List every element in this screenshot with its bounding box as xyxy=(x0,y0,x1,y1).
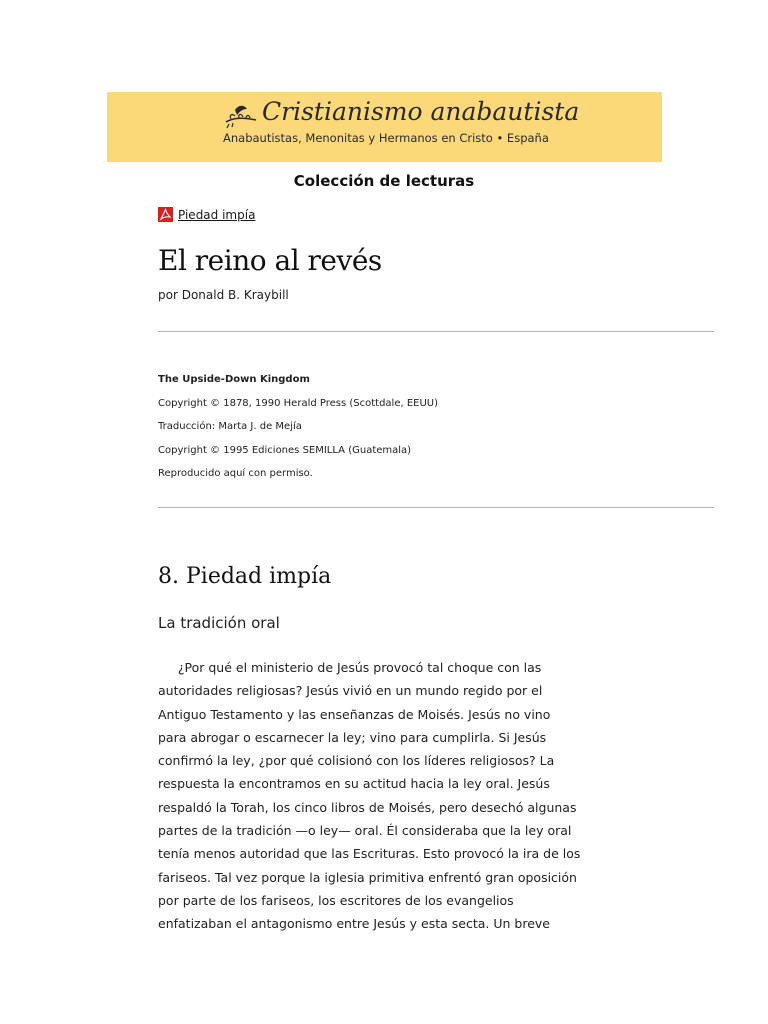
translation-credit: Traducción: Marta J. de Mejía xyxy=(158,421,302,432)
body-line: respaldó la Torah, los cinco libros de Moisés, pero desechó algunas xyxy=(158,799,577,815)
site-banner xyxy=(107,92,662,162)
section-title: La tradición oral xyxy=(158,614,280,632)
body-line: Antiguo Testamento y las enseñanzas de Moisés. Jesús no vino xyxy=(158,706,551,722)
book-author: por Donald B. Kraybill xyxy=(158,288,289,302)
original-title: The Upside-Down Kingdom xyxy=(158,374,310,385)
body-line: tenía menos autoridad que las Escrituras. Esto provocó la ira de los xyxy=(158,846,581,862)
copyright-translation: Copyright © 1995 Ediciones SEMILLA (Guatemala) xyxy=(158,444,412,456)
body-line: respuesta la encontramos en su actitud hacia la ley oral. Jesús xyxy=(158,776,550,792)
body-line: por parte de los fariseos, los escritores de los evangelios xyxy=(158,892,514,908)
credits-block xyxy=(158,371,438,489)
pdf-icon[interactable] xyxy=(158,207,173,222)
permission-note: Reproducido aquí con permiso. xyxy=(158,468,313,479)
body-line: partes de la tradición —o ley— oral. Él consideraba que la ley oral xyxy=(158,823,572,839)
chapter-title: 8. Piedad impía xyxy=(158,564,332,589)
divider xyxy=(158,507,714,508)
divider xyxy=(158,331,714,332)
body-line: ¿Por qué el ministerio de Jesús provocó tal choque con las xyxy=(158,660,542,675)
book-title: El reino al revés xyxy=(158,244,382,277)
chapter-body xyxy=(158,656,618,936)
collection-heading: Colección de lecturas xyxy=(293,172,475,190)
pdf-download[interactable] xyxy=(158,207,255,222)
pdf-link[interactable]: Piedad impía xyxy=(178,207,256,222)
copyright-original: Copyright © 1878, 1990 Herald Press (Scottdale, EEUU) xyxy=(158,397,439,409)
body-line: para abrogar o escarnecer la ley; vino para cumplirla. Si Jesús xyxy=(158,729,547,745)
body-line: fariseos. Tal vez porque la iglesia primitiva enfrentó gran oposición xyxy=(158,869,577,885)
banner-title: Cristianismo anabautista xyxy=(262,97,580,126)
body-line: autoridades religiosas? Jesús vivió en un mundo regido por el xyxy=(158,683,543,699)
body-line: enfatizaban el antagonismo entre Jesús y esta secta. Un breve xyxy=(158,916,550,932)
body-line: confirmó la ley, ¿por qué colisionó con los líderes religiosos? La xyxy=(158,753,555,769)
banner-subtitle: Anabautistas, Menonitas y Hermanos en Cristo • España xyxy=(223,131,549,145)
dove-branch-icon xyxy=(223,100,259,130)
